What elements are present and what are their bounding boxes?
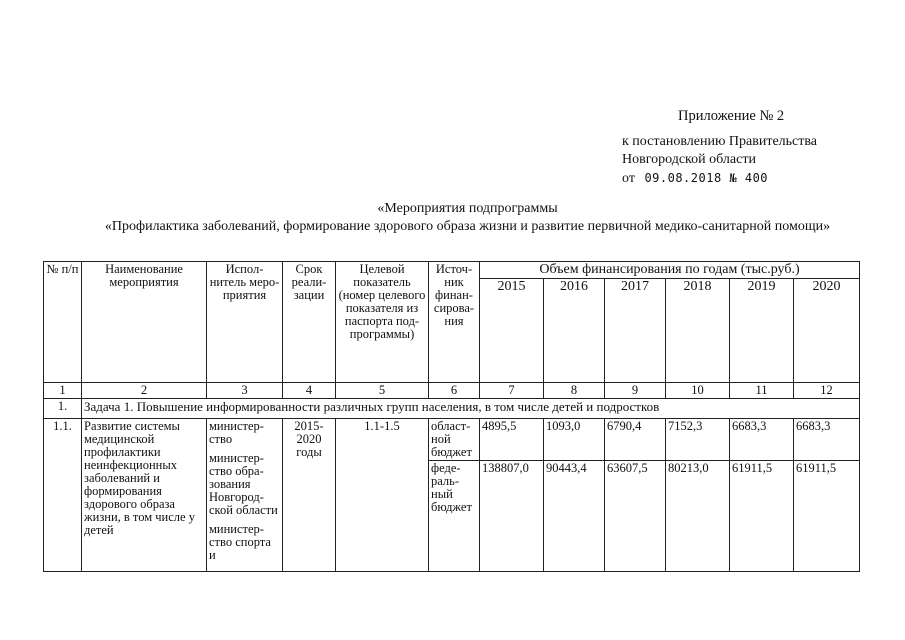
- header-num: № п/п: [44, 262, 82, 383]
- title-line-2: «Профилактика заболеваний, формирование здорового образа жизни и развитие первичной медико-санитарной помощи»: [104, 219, 831, 234]
- header-funding: Объем финансирования по годам (тыс.руб.): [480, 262, 860, 279]
- column-number: 11: [730, 383, 794, 399]
- column-number: 2: [82, 383, 207, 399]
- source-regional: област-ной бюджет: [429, 419, 480, 461]
- item-row-regional: [44, 419, 860, 461]
- year-2016: 2016: [544, 279, 605, 383]
- value-regional-2019: 6683,3: [730, 419, 794, 461]
- value-federal-2016: 90443,4: [544, 461, 605, 572]
- column-number: 6: [429, 383, 480, 399]
- item-executors: [207, 419, 283, 572]
- executor-3: министер-ство спорта и: [209, 522, 271, 562]
- item-period: 2015-2020 годы: [283, 419, 336, 572]
- column-number: 8: [544, 383, 605, 399]
- column-number: 7: [480, 383, 544, 399]
- resolution-line-2: Новгородской области: [622, 152, 756, 167]
- value-federal-2020: 61911,5: [794, 461, 860, 572]
- value-regional-2018: 7152,3: [666, 419, 730, 461]
- header-source: Источ-ник финан-сирова-ния: [429, 262, 480, 383]
- executor-2: министер-ство обра-зования Новгород-ской области: [209, 451, 278, 517]
- column-number: 5: [336, 383, 429, 399]
- task-row: [44, 399, 860, 419]
- handwritten-date: 09.08.2018 № 400: [644, 171, 769, 185]
- item-num: 1.1.: [44, 419, 82, 572]
- value-regional-2015: 4895,5: [480, 419, 544, 461]
- item-name: Развитие системы медицинской профилактики неинфекционных заболеваний и формирования здорового образа жизни, в том числе у детей: [82, 419, 207, 572]
- header-name: Наименование мероприятия: [82, 262, 207, 383]
- column-number-row: [44, 383, 860, 399]
- value-federal-2018: 80213,0: [666, 461, 730, 572]
- column-number: 9: [605, 383, 666, 399]
- value-federal-2017: 63607,5: [605, 461, 666, 572]
- measures-table: [43, 261, 860, 572]
- executor-1: министер-ство: [209, 419, 264, 446]
- header-executor: Испол-нитель меро-приятия: [207, 262, 283, 383]
- column-number: 1: [44, 383, 82, 399]
- header-row-1: [44, 262, 860, 279]
- column-number: 4: [283, 383, 336, 399]
- item-target: 1.1-1.5: [336, 419, 429, 572]
- header-target: Целевой показатель (номер целевого показателя из паспорта под-программы): [336, 262, 429, 383]
- resolution-reference: [622, 133, 817, 188]
- resolution-date: [622, 169, 817, 188]
- value-federal-2019: 61911,5: [730, 461, 794, 572]
- title-line-1: «Мероприятия подпрограммы: [377, 201, 558, 216]
- year-2018: 2018: [666, 279, 730, 383]
- resolution-line-1: к постановлению Правительства: [622, 134, 818, 149]
- appendix-label: Приложение № 2: [678, 108, 785, 124]
- value-regional-2017: 6790,4: [605, 419, 666, 461]
- value-regional-2016: 1093,0: [544, 419, 605, 461]
- year-2017: 2017: [605, 279, 666, 383]
- column-number: 3: [207, 383, 283, 399]
- value-regional-2020: 6683,3: [794, 419, 860, 461]
- date-prefix: от: [622, 171, 635, 186]
- year-2020: 2020: [794, 279, 860, 383]
- source-federal: феде-раль-ный бюджет: [429, 461, 480, 572]
- column-number: 12: [794, 383, 860, 399]
- task-num: 1.: [44, 399, 82, 419]
- task-text: Задача 1. Повышение информированности различных групп населения, в том числе детей и подростков: [82, 399, 860, 419]
- value-federal-2015: 138807,0: [480, 461, 544, 572]
- year-2015: 2015: [480, 279, 544, 383]
- header-period: Срок реали-зации: [283, 262, 336, 383]
- column-number: 10: [666, 383, 730, 399]
- year-2019: 2019: [730, 279, 794, 383]
